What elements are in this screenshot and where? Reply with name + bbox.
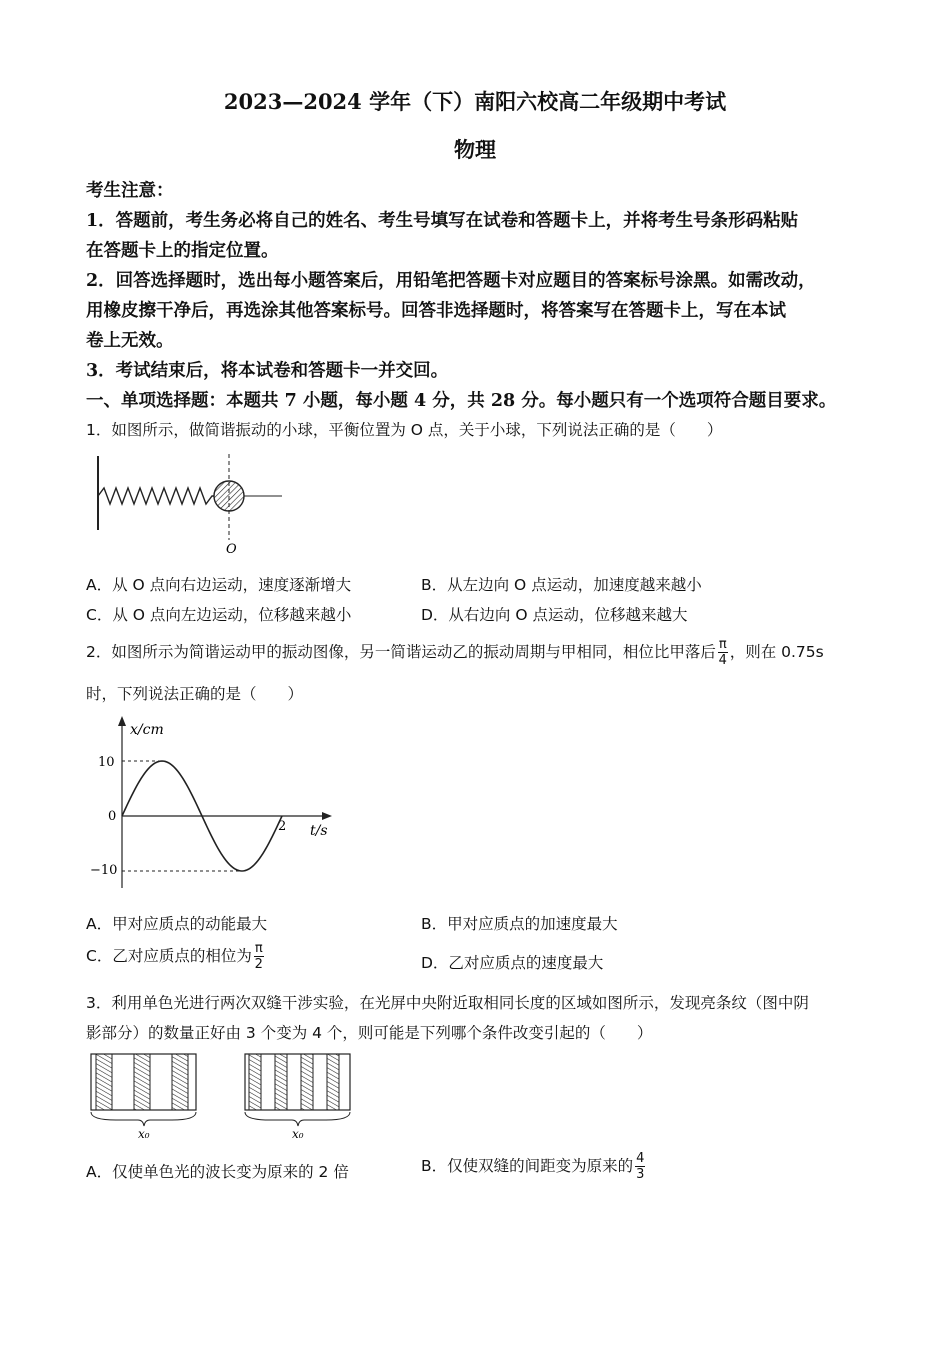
section-1-heading: 一、单项选择题：本题共 7 小题，每小题 4 分，共 28 分。每小题只有一个选项符合题目要求。: [86, 391, 837, 411]
q2-stem-line-1: [86, 638, 824, 667]
q2-option-c-fraction: [254, 942, 264, 971]
q3-stem-line-2: 影部分）的数量正好由 3 个变为 4 个，则可能是下列哪个条件改变引起的（ ）: [86, 1024, 653, 1042]
q2-stem-line-2: 时，下列说法正确的是（ ）: [86, 685, 304, 703]
q1-option-c: C．从 O 点向左边运动，位移越来越小: [86, 606, 352, 624]
q3-fringe-figure: [88, 1050, 358, 1142]
y-axis-label: x/cm: [130, 722, 164, 738]
notice-item-1-line-2: 在答题卡上的指定位置。: [86, 241, 279, 261]
bright-fringe: [275, 1054, 287, 1110]
bright-fringe: [134, 1054, 150, 1110]
q2-stem-fraction: [718, 638, 728, 667]
notice-item-1-line-1: 1．答题前，考生务必将自己的姓名、考生号填写在试卷和答题卡上，并将考生号条形码粘贴: [86, 211, 799, 231]
q3-option-a: A．仅使单色光的波长变为原来的 2 倍: [86, 1163, 349, 1181]
y-tick-bottom: −10: [90, 863, 118, 878]
bright-fringe: [327, 1054, 339, 1110]
subject-title: 物理: [454, 137, 496, 162]
notice-item-2-line-3: 卷上无效。: [86, 331, 174, 351]
q3-option-b-text: B．仅使双缝的间距变为原来的: [421, 1157, 634, 1175]
q2-stem-a: 2．如图所示为简谐运动甲的振动图像，另一简谐运动乙的振动周期与甲相同，相位比甲落后: [86, 643, 716, 661]
q3-option-b: [421, 1152, 647, 1181]
y-tick-zero: 0: [108, 809, 117, 824]
q2-option-b: B．甲对应质点的加速度最大: [421, 915, 618, 933]
q1-option-a: A．从 O 点向右边运动，速度逐渐增大: [86, 576, 352, 594]
brace-left: [91, 1112, 196, 1126]
notice-item-2-line-2: 用橡皮擦干净后，再选涂其他答案标号。回答非选择题时，将答案写在答题卡上，写在本试: [86, 301, 786, 321]
x-axis-arrow: [322, 812, 332, 820]
y-axis-arrow: [118, 716, 126, 726]
x-axis-label: t/s: [310, 823, 328, 839]
q2-vibration-chart: [84, 712, 340, 894]
bright-fringe: [249, 1054, 261, 1110]
q3-b-num: 4: [636, 1151, 645, 1166]
q2-option-c-text: C．乙对应质点的相位为: [86, 947, 252, 965]
q2-option-c: [86, 942, 266, 971]
bright-fringe: [301, 1054, 313, 1110]
bright-fringe: [96, 1054, 112, 1110]
bright-fringe: [172, 1054, 188, 1110]
exam-title: 2023—2024 学年（下）南阳六校高二年级期中考试: [223, 89, 727, 114]
q3-b-den: 3: [636, 1167, 645, 1182]
x0-label-left: x₀: [138, 1127, 150, 1141]
q1-option-b: B．从左边向 O 点运动，加速度越来越小: [421, 576, 702, 594]
q2-option-a: A．甲对应质点的动能最大: [86, 915, 268, 933]
q1-option-d: D．从右边向 O 点运动，位移越来越大: [421, 606, 688, 624]
notice-item-2-line-1: 2．回答选择题时，选出每小题答案后，用铅笔把答题卡对应题目的答案标号涂黑。如需改动，: [86, 271, 816, 291]
q2-option-d: D．乙对应质点的速度最大: [421, 954, 604, 972]
q1-o-label: O: [226, 542, 237, 557]
brace-right: [245, 1112, 350, 1126]
notice-item-3: 3．考试结束后，将本试卷和答题卡一并交回。: [86, 361, 449, 381]
q2-stem-den: 4: [718, 653, 727, 668]
q2-stem-num: π: [718, 637, 727, 652]
y-tick-top: 10: [98, 755, 115, 770]
x-tick-end: 2: [278, 819, 287, 834]
x0-label-right: x₀: [292, 1127, 304, 1141]
q3-option-b-fraction: [635, 1152, 645, 1181]
q2-c-num: π: [254, 941, 263, 956]
q3-stem-line-1: 3．利用单色光进行两次双缝干涉实验，在光屏中央附近取相同长度的区域如图所示，发现亮条纹（图中阴: [86, 994, 809, 1012]
q1-spring-figure: [90, 452, 290, 557]
q2-c-den: 2: [254, 957, 263, 972]
q2-stem-b: ，则在 0.75s: [729, 643, 824, 661]
q1-stem: 1．如图所示，做简谐振动的小球，平衡位置为 O 点，关于小球，下列说法正确的是（ ）: [86, 421, 723, 439]
notice-heading: 考生注意：: [86, 181, 174, 201]
